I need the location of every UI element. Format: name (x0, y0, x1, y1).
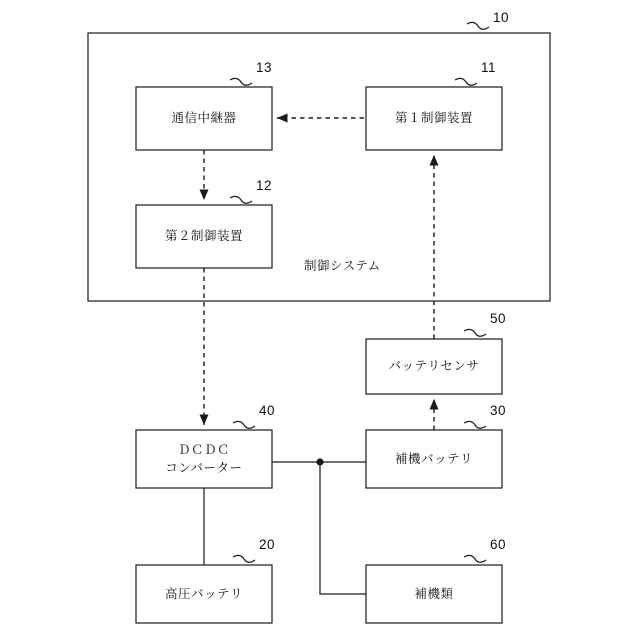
ref-number-30: 30 (490, 403, 507, 418)
leader-11 (455, 78, 477, 85)
ref-number-60: 60 (490, 537, 507, 552)
ref-number-11: 11 (481, 60, 497, 75)
box-comm-relay (136, 87, 272, 150)
box-high-voltage-battery (136, 565, 272, 623)
box-second-controller (136, 205, 272, 268)
label-auxiliary-devices-line-1: 補機類 (414, 586, 454, 601)
box-aux-battery (366, 430, 502, 488)
leader-60 (464, 555, 486, 562)
ref-number-20: 20 (259, 537, 276, 552)
label-comm-relay-line-1: 通信中継器 (171, 111, 237, 126)
leader-30 (464, 421, 486, 428)
leader-40 (233, 421, 255, 428)
box-auxiliary-devices (366, 565, 502, 623)
label-second-controller-line-1: 第２制御装置 (164, 229, 243, 244)
leader-50 (464, 329, 486, 336)
ref-number-40: 40 (259, 403, 276, 418)
ref-number-13: 13 (256, 60, 273, 75)
ref-number-12: 12 (256, 178, 273, 193)
box-battery-sensor (366, 339, 502, 394)
leader-20 (233, 555, 255, 562)
box-first-controller (366, 87, 502, 150)
leader-10 (467, 22, 489, 29)
leader-12 (230, 196, 252, 203)
label-aux-battery-line-1: 補機バッテリ (394, 451, 473, 466)
junction-dot (316, 458, 323, 465)
leader-13 (230, 78, 252, 85)
label-first-controller-line-1: 第１制御装置 (394, 111, 473, 126)
ref-number-10: 10 (493, 10, 510, 25)
link-junction-to-auxiliary-devices (320, 462, 366, 594)
label-battery-sensor-line-1: バッテリセンサ (388, 359, 480, 374)
system-label: 制御システム (304, 259, 381, 273)
ref-number-50: 50 (490, 311, 507, 326)
label-high-voltage-battery-line-1: 高圧バッテリ (164, 586, 243, 601)
label-dcdc-converter-line-2: コンバーター (165, 461, 243, 475)
box-dcdc-converter (136, 430, 272, 488)
label-dcdc-converter-line-1: ＤＣＤＣ (177, 442, 230, 457)
